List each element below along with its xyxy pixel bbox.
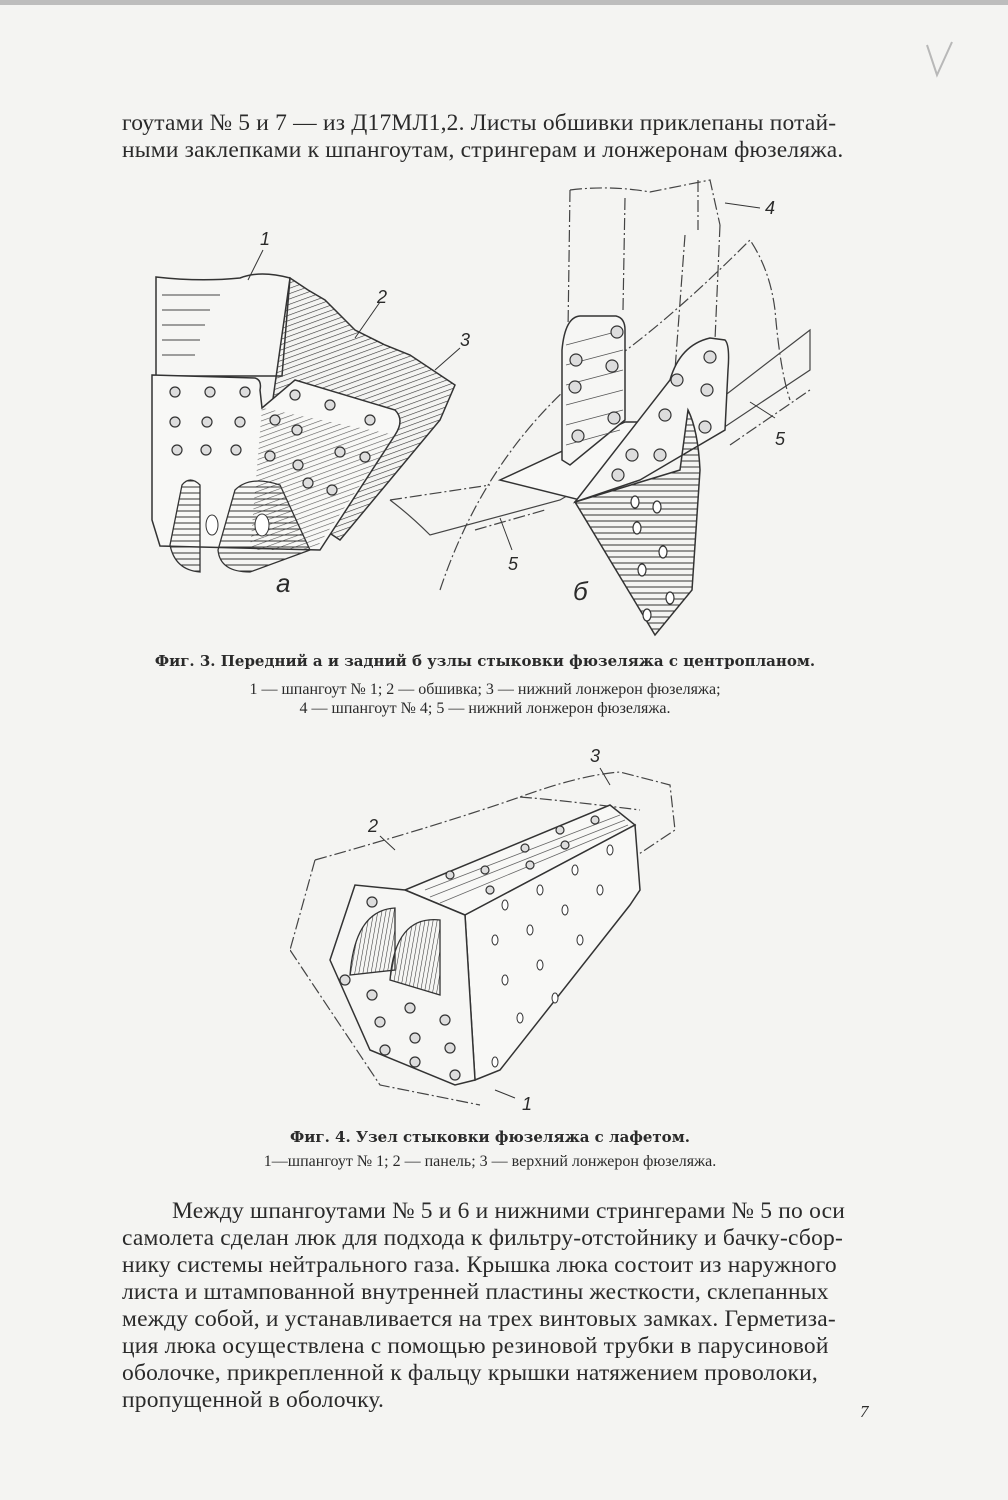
text-line: между собой, и устанавливается на трех винтовых замках. Герметиза- [122, 1306, 836, 1332]
callout-3: 3 [460, 330, 471, 350]
front-plate [330, 885, 475, 1085]
callout-4: 4 [765, 198, 776, 218]
callout-3: 3 [590, 746, 601, 766]
text-line: листа и штампованной внутренней пластины жесткости, склепанных [122, 1279, 829, 1305]
callout-1: 1 [522, 1094, 533, 1114]
scan-edge [0, 0, 1008, 5]
legend-line: 4 — шпангоут № 4; 5 — нижний лонжерон фюзеляжа. [299, 700, 671, 717]
figure3-panel-b-drawing [380, 170, 820, 640]
text-line: Между шпангоутами № 5 и 6 и нижними стрингерами № 5 по оси [172, 1198, 846, 1224]
bottom-paragraph [122, 1198, 892, 1414]
callout-5-right: 5 [775, 429, 786, 449]
text-line: ция люка осуществлена с помощью резиновой трубки в парусиновой [122, 1333, 829, 1359]
panel-sublabel-a: а [276, 568, 291, 598]
legend-line: 1—шпангоут № 1; 2 — панель; 3 — верхний лонжерон фюзеляжа. [263, 1153, 717, 1170]
text-line: пропущенной в оболочку. [122, 1387, 385, 1413]
page-number: 7 [860, 1402, 869, 1421]
callout-2: 2 [377, 287, 388, 307]
figure4-caption-title: Фиг. 4. Узел стыковки фюзеляжа с лафетом. [290, 1128, 690, 1146]
text-line: самолета сделан люк для подхода к фильтру-отстойнику и бачку-сбор- [122, 1225, 844, 1251]
text-line: оболочке, прикрепленной к фальцу крышки натяжением проволоки, [122, 1360, 819, 1386]
callout-5-left: 5 [508, 554, 519, 574]
top-paragraph [122, 110, 892, 164]
figure4-drawing [290, 740, 710, 1120]
text-line: нику системы нейтрального газа. Крышка люка состоит из наружного [122, 1252, 837, 1278]
figure4-caption-legend [180, 1152, 800, 1171]
text-line: гоутами № 5 и 7 — из Д17МЛ1,2. Листы обшивки приклепаны потай- [122, 110, 837, 136]
figure3-caption-legend [140, 680, 830, 718]
figure3-caption-title: Фиг. 3. Передний а и задний б узлы стыковки фюзеляжа с центропланом. [154, 652, 816, 670]
callout-2: 2 [368, 816, 379, 836]
legend-line: 1 — шпангоут № 1; 2 — обшивка; 3 — нижний лонжерон фюзеляжа; [249, 681, 721, 698]
pencil-checkmark [922, 40, 962, 80]
text-line: ными заклепками к шпангоутам, стрингерам и лонжеронам фюзеляжа. [122, 137, 844, 163]
callout-1: 1 [260, 229, 271, 249]
panel-sublabel-b: б [573, 576, 588, 606]
